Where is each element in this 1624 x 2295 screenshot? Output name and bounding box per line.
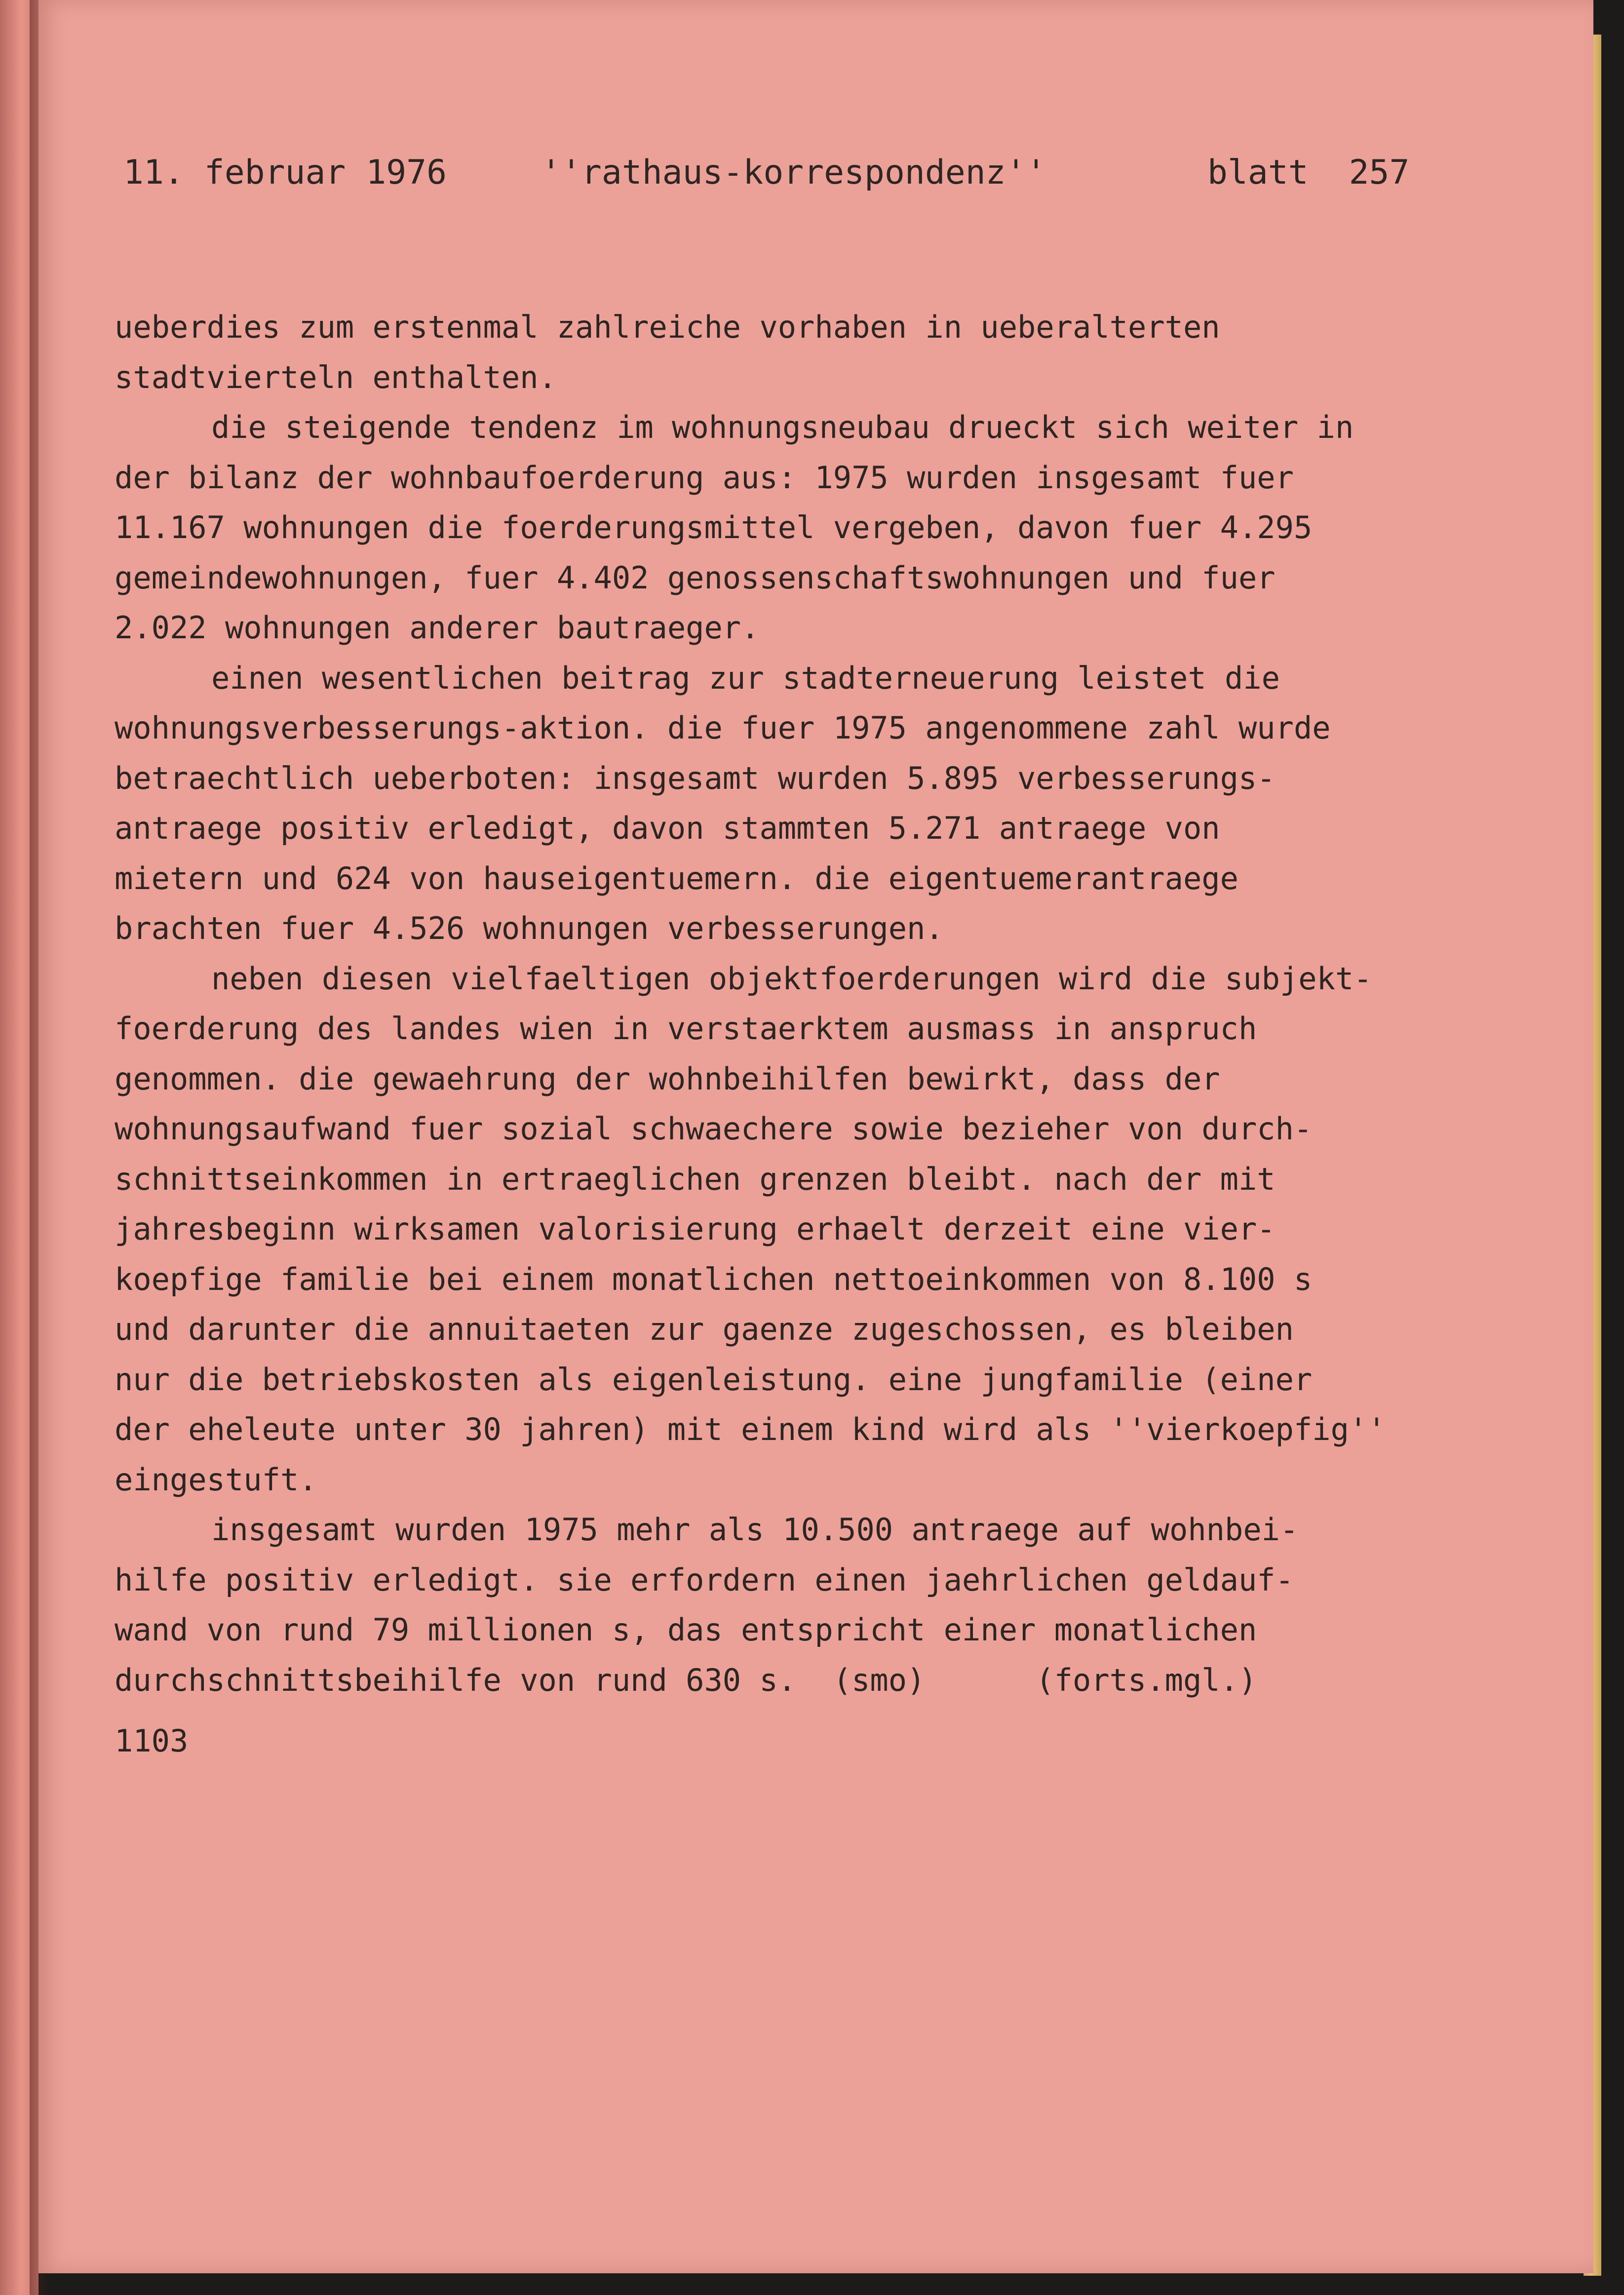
- text-line: einen wesentlichen beitrag zur stadterneuerung leistet die: [211, 660, 1280, 696]
- text-line: 2.022 wohnungen anderer bautraeger.: [115, 610, 760, 646]
- text-line: insgesamt wurden 1975 mehr als 10.500 antraege auf wohnbei-: [211, 1512, 1299, 1548]
- text-line: antraege positiv erledigt, davon stammten 5.271 antraege von: [115, 810, 1220, 846]
- text-line: stadtvierteln enthalten.: [115, 359, 557, 395]
- text-line: nur die betriebskosten als eigenleistung. eine jungfamilie (einer: [115, 1361, 1313, 1398]
- text-line: die steigende tendenz im wohnungsneubau drueckt sich weiter in: [211, 409, 1354, 445]
- header-publication: ''rathaus-korrespondenz'': [541, 153, 1046, 192]
- page-header: [39, 153, 1593, 202]
- text-line: und darunter die annuitaeten zur gaenze zugeschossen, es bleiben: [115, 1311, 1294, 1347]
- header-date: 11. februar 1976: [123, 153, 447, 192]
- text-line: neben diesen vielfaeltigen objektfoerderungen wird die subjekt-: [211, 960, 1372, 997]
- text-line: hilfe positiv erledigt. sie erfordern einen jaehrlichen geldauf-: [115, 1561, 1294, 1598]
- text-line: genommen. die gewaehrung der wohnbeihilfen bewirkt, dass der: [115, 1060, 1220, 1097]
- text-line: ueberdies zum erstenmal zahlreiche vorhaben in ueberalterten: [115, 309, 1220, 345]
- text-line: durchschnittsbeihilfe von rund 630 s. (smo) (forts.mgl.): [115, 1662, 1257, 1698]
- document-number: 1103: [115, 1723, 189, 1759]
- body-text: [115, 302, 1546, 1705]
- text-line: gemeindewohnungen, fuer 4.402 genossenschaftswohnungen und fuer: [115, 559, 1276, 596]
- text-line: mietern und 624 von hauseigentuemern. die eigentuemerantraege: [115, 860, 1238, 896]
- text-line: koepfige familie bei einem monatlichen nettoeinkommen von 8.100 s: [115, 1261, 1313, 1297]
- text-line: wand von rund 79 millionen s, das entspricht einer monatlichen: [115, 1612, 1257, 1648]
- text-line: betraechtlich ueberboten: insgesamt wurden 5.895 verbesserungs-: [115, 760, 1276, 796]
- text-line: wohnungsaufwand fuer sozial schwaechere sowie bezieher von durch-: [115, 1111, 1313, 1147]
- text-line: foerderung des landes wien in verstaerktem ausmass in anspruch: [115, 1011, 1257, 1047]
- text-line: 11.167 wohnungen die foerderungsmittel vergeben, davon fuer 4.295: [115, 509, 1313, 545]
- document-page: [39, 0, 1593, 2273]
- text-line: eingestuft.: [115, 1461, 317, 1498]
- text-line: der bilanz der wohnbaufoerderung aus: 1975 wurden insgesamt fuer: [115, 459, 1294, 496]
- text-line: jahresbeginn wirksamen valorisierung erhaelt derzeit eine vier-: [115, 1211, 1276, 1247]
- header-page-number: blatt 257: [1207, 153, 1410, 192]
- text-line: der eheleute unter 30 jahren) mit einem kind wird als ''vierkoepfig'': [115, 1411, 1386, 1447]
- text-line: brachten fuer 4.526 wohnungen verbesserungen.: [115, 910, 944, 946]
- text-line: wohnungsverbesserungs-aktion. die fuer 1975 angenommene zahl wurde: [115, 710, 1331, 746]
- text-line: schnittseinkommen in ertraeglichen grenzen bleibt. nach der mit: [115, 1161, 1276, 1197]
